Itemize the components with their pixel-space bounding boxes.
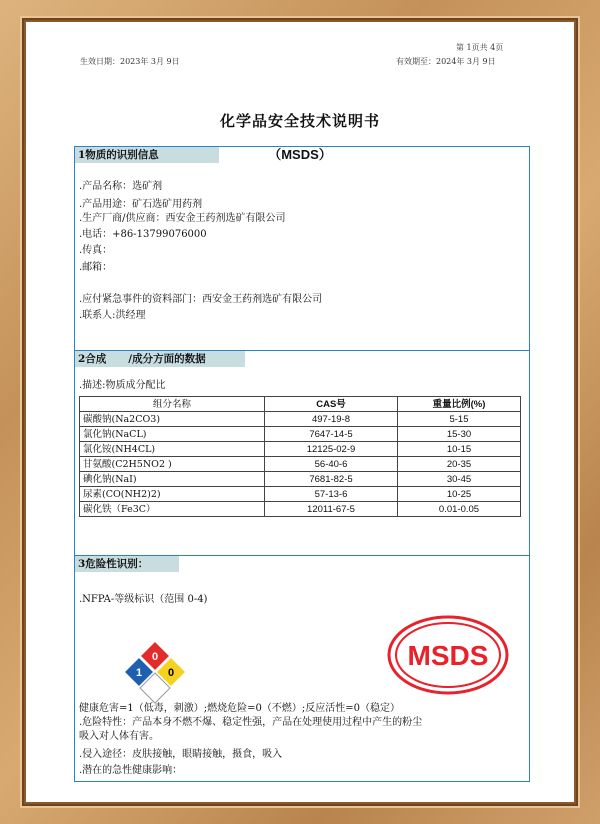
health-value: 1 xyxy=(135,667,143,679)
document-page xyxy=(26,22,574,802)
fax: .传真： xyxy=(79,245,113,256)
product-use: .产品用途：矿石选矿用药剂 xyxy=(79,199,203,210)
entry-routes: .侵入途径：皮肤接触，眼睛接触，摄食，吸入 xyxy=(79,749,283,760)
table-header-row xyxy=(80,397,521,412)
reactivity-value: 0 xyxy=(167,667,175,679)
nfpa-label: .NFPA-等级标识（范围 0-4) xyxy=(79,594,208,605)
table-row xyxy=(80,502,521,517)
weight-ratio: 20-35 xyxy=(398,457,521,472)
weight-ratio: 5-15 xyxy=(398,412,521,427)
acute-health-effects: .潜在的急性健康影响： xyxy=(79,765,183,776)
table-row xyxy=(80,412,521,427)
table-row xyxy=(80,487,521,502)
effective-date: 生效日期：2023年 3月 9日 xyxy=(80,57,180,66)
document-subtitle: （MSDS） xyxy=(268,147,332,162)
component-name: 碳酸钠(Na2CO3) xyxy=(80,412,265,427)
component-name: 氯化钠(NaCL) xyxy=(80,427,265,442)
weight-ratio: 10-15 xyxy=(398,442,521,457)
email: .邮箱： xyxy=(79,262,113,273)
col-weight: 重量比例(%) xyxy=(398,397,521,412)
table-row xyxy=(80,427,521,442)
cas-number: 12125-02-9 xyxy=(265,442,398,457)
hazard-summary: 健康危害=1（低毒，刺激）;燃烧危险=0（不燃）;反应活性=0（稳定） xyxy=(79,703,400,714)
section3-heading: 3危险性识别： xyxy=(75,556,179,572)
section2-heading: 2合成 /成分方面的数据 xyxy=(75,351,245,367)
component-name: 尿素(CO(NH2)2) xyxy=(80,487,265,502)
manufacturer: .生产厂商/供应商：西安金王药剂选矿有限公司 xyxy=(79,213,286,224)
msds-stamp xyxy=(386,614,510,696)
hazard-characteristics-cont: 吸入对人体有害。 xyxy=(79,731,159,742)
component-name: 甘氨酸(C2H5NO2 ) xyxy=(80,457,265,472)
emergency-dept: .应付紧急事件的资料部门：西安金王药剂选矿有限公司 xyxy=(79,294,323,305)
component-name: 碘化钠(NaI) xyxy=(80,472,265,487)
section-composition xyxy=(74,350,530,556)
col-cas: CAS号 xyxy=(265,397,398,412)
product-name: .产品名称：选矿剂 xyxy=(79,181,163,192)
table-row xyxy=(80,457,521,472)
weight-ratio: 0.01-0.05 xyxy=(398,502,521,517)
cas-number: 7647-14-5 xyxy=(265,427,398,442)
component-name: 氯化铵(NH4CL) xyxy=(80,442,265,457)
table-row xyxy=(80,472,521,487)
cas-number: 497-19-8 xyxy=(265,412,398,427)
contact-person: .联系人:洪经理 xyxy=(79,310,146,321)
cas-number: 12011-67-5 xyxy=(265,502,398,517)
cas-number: 56-40-6 xyxy=(265,457,398,472)
table-row xyxy=(80,442,521,457)
section1-heading: 1物质的识别信息 xyxy=(75,147,219,163)
page-info: 第 1页共 4页 xyxy=(456,43,504,52)
composition-table xyxy=(79,396,521,517)
hazard-characteristics: .危险特性：产品本身不燃不爆、稳定性强，产品在处理使用过程中产生的粉尘 xyxy=(79,717,423,728)
weight-ratio: 10-25 xyxy=(398,487,521,502)
weight-ratio: 30-45 xyxy=(398,472,521,487)
stamp-text: MSDS xyxy=(407,640,489,671)
valid-until: 有效期至：2024年 3月 9日 xyxy=(396,57,496,66)
document-title: 化学品安全技术说明书 xyxy=(219,112,380,130)
cas-number: 57-13-6 xyxy=(265,487,398,502)
col-component: 组分名称 xyxy=(80,397,265,412)
flammability-value: 0 xyxy=(151,651,159,663)
nfpa-diamond xyxy=(122,639,188,705)
section-identification xyxy=(74,146,530,351)
cas-number: 7681-82-5 xyxy=(265,472,398,487)
phone: .电话：+86-13799076000 xyxy=(79,229,207,240)
composition-desc: .描述:物质成分配比 xyxy=(79,380,166,391)
component-name: 碳化铁（Fe3C） xyxy=(80,502,265,517)
weight-ratio: 15-30 xyxy=(398,427,521,442)
